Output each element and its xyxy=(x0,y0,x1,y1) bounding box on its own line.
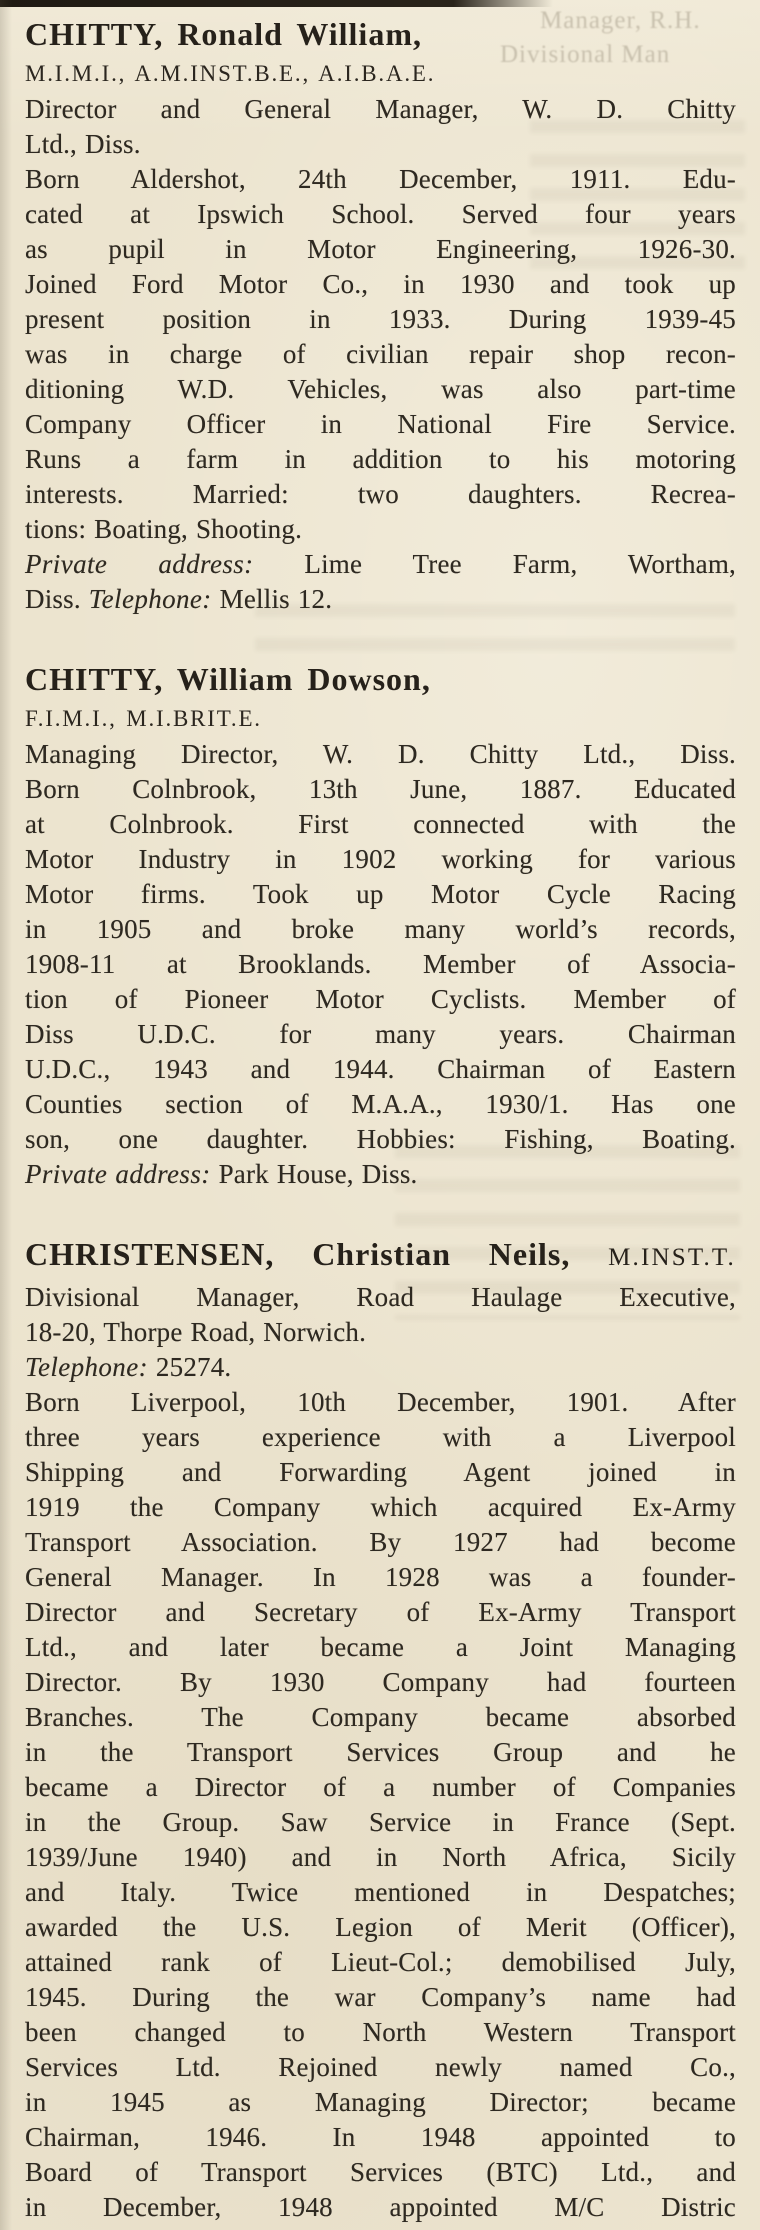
entry-name: CHITTY, Ronald William, xyxy=(25,16,422,52)
directory-entry xyxy=(25,1232,736,2225)
entry-text-line: attained rank of Lieut-Col.; demobilised July, xyxy=(25,1947,736,1977)
entry-text-line: tion of Pioneer Motor Cyclists. Member of xyxy=(25,984,736,1014)
entry-text-line: Shipping and Forwarding Agent joined in xyxy=(25,1457,736,1487)
entry-text-line: Joined Ford Motor Co., in 1930 and took up xyxy=(25,269,736,299)
entry-text-line: at Colnbrook. First connected with the xyxy=(25,809,736,839)
entry-text-line: Ltd., Diss. xyxy=(25,129,141,159)
entry-paragraph xyxy=(25,1350,736,1385)
entry-text-line: Counties section of M.A.A., 1930/1. Has one xyxy=(25,1089,736,1119)
entry-heading xyxy=(25,657,736,701)
entry-text-line: Company Officer in National Fire Service. xyxy=(25,409,736,439)
entry-paragraph xyxy=(25,547,736,617)
entry-heading xyxy=(25,1232,736,1280)
show-through-text: Manager, R.H. xyxy=(540,7,701,34)
entry-text-line: cated at Ipswich School. Served four years xyxy=(25,199,736,229)
entry-text-line: Director and General Manager, W. D. Chitty xyxy=(25,94,736,124)
entry-text-line: Diss U.D.C. for many years. Chairman xyxy=(25,1019,736,1049)
entry-paragraph xyxy=(25,92,736,162)
entry-text-line: Transport Association. By 1927 had become xyxy=(25,1527,736,1557)
entry-text-line: 1939/June 1940) and in North Africa, Sicily xyxy=(25,1842,736,1872)
entry-name: CHITTY, William Dowson, xyxy=(25,661,431,697)
entry-text-line: Runs a farm in addition to his motoring xyxy=(25,444,736,474)
entry-paragraph xyxy=(25,737,736,772)
entry-text-line: Born Aldershot, 24th December, 1911. Edu- xyxy=(25,164,736,194)
entry-text-line: awarded the U.S. Legion of Merit (Officer), xyxy=(25,1912,736,1942)
entry-text-line: in the Group. Saw Service in France (Sept. xyxy=(25,1807,736,1837)
entry-paragraph xyxy=(25,162,736,547)
entry-text-line: 1919 the Company which acquired Ex-Army xyxy=(25,1492,736,1522)
entry-text-line: in 1945 as Managing Director; became xyxy=(25,2087,736,2117)
entry-text-line: present position in 1933. During 1939-45 xyxy=(25,304,736,334)
entry-text-line: Private address: Lime Tree Farm, Wortham, xyxy=(25,549,736,579)
entry-text-line: Born Liverpool, 10th December, 1901. After xyxy=(25,1387,736,1417)
entry-text-line: in December, 1948 appointed M/C Distric xyxy=(25,2192,736,2222)
entry-paragraph xyxy=(25,1385,736,2225)
entry-paragraph xyxy=(25,1157,736,1192)
directory-entry xyxy=(25,657,736,1192)
entry-text-line: Motor firms. Took up Motor Cycle Racing xyxy=(25,879,736,909)
entry-text-line: Director and Secretary of Ex-Army Transport xyxy=(25,1597,736,1627)
entry-text-line: U.D.C., 1943 and 1944. Chairman of Eastern xyxy=(25,1054,736,1084)
entry-paragraph xyxy=(25,1280,736,1350)
entry-text-line: Ltd., and later became a Joint Managing xyxy=(25,1632,736,1662)
entry-text-line: Board of Transport Services (BTC) Ltd., and xyxy=(25,2157,736,2187)
directory-entry xyxy=(25,12,736,617)
entry-text-line: son, one daughter. Hobbies: Fishing, Boating. xyxy=(25,1124,736,1154)
entry-text-line: tions: Boating, Shooting. xyxy=(25,514,303,544)
entry-text-line: Managing Director, W. D. Chitty Ltd., Diss. xyxy=(25,739,736,769)
entry-text-line: Director. By 1930 Company had fourteen xyxy=(25,1667,736,1697)
entry-text-line: Motor Industry in 1902 working for various xyxy=(25,844,736,874)
entry-text-line: Branches. The Company became absorbed xyxy=(25,1702,736,1732)
entry-text-line: Services Ltd. Rejoined newly named Co., xyxy=(25,2052,736,2082)
entry-qualifications: M.I.M.I., A.M.INST.B.E., A.I.B.A.E. xyxy=(25,61,436,86)
entry-text-line: 1945. During the war Company’s name had xyxy=(25,1982,736,2012)
entry-name: CHRISTENSEN, Christian Neils, xyxy=(25,1236,571,1272)
entry-paragraph xyxy=(25,772,736,1157)
entry-text-line: ditioning W.D. Vehicles, was also part-time xyxy=(25,374,736,404)
entry-text-line: General Manager. In 1928 was a founder- xyxy=(25,1562,736,1592)
entry-qualifications: F.I.M.I., M.I.BRIT.E. xyxy=(25,706,262,731)
entry-heading xyxy=(25,12,736,56)
entry-text-line: Chairman, 1946. In 1948 appointed to xyxy=(25,2122,736,2152)
entry-qualifications-inline: M.INST.T. xyxy=(608,1244,736,1271)
entry-text-line: three years experience with a Liverpool xyxy=(25,1422,736,1452)
entry-text-line: 1908-11 at Brooklands. Member of Associa- xyxy=(25,949,736,979)
entry-text-line: Telephone: 25274. xyxy=(25,1352,232,1382)
entry-text-line: Diss. Telephone: Mellis 12. xyxy=(25,584,333,614)
entry-text-line: Divisional Manager, Road Haulage Executive, xyxy=(25,1282,736,1312)
entry-text-line: as pupil in Motor Engineering, 1926-30. xyxy=(25,234,736,264)
scan-edge-artifact xyxy=(0,0,553,7)
show-through-text: Divisional Man xyxy=(500,41,671,68)
entry-text-line: became a Director of a number of Companies xyxy=(25,1772,736,1802)
entry-text-line: in 1905 and broke many world’s records, xyxy=(25,914,736,944)
entry-text-line: was in charge of civilian repair shop recon- xyxy=(25,339,736,369)
entries-list xyxy=(25,12,736,2225)
entry-text-line: Born Colnbrook, 13th June, 1887. Educated xyxy=(25,774,736,804)
entry-text-line: and Italy. Twice mentioned in Despatches; xyxy=(25,1877,736,1907)
entry-text-line: been changed to North Western Transport xyxy=(25,2017,736,2047)
entry-text-line: 18-20, Thorpe Road, Norwich. xyxy=(25,1317,367,1347)
page-edge-shadow xyxy=(0,0,12,2230)
entry-text-line: in the Transport Services Group and he xyxy=(25,1737,736,1767)
entry-text-line: interests. Married: two daughters. Recrea- xyxy=(25,479,736,509)
entry-text-line: Private address: Park House, Diss. xyxy=(25,1159,418,1189)
